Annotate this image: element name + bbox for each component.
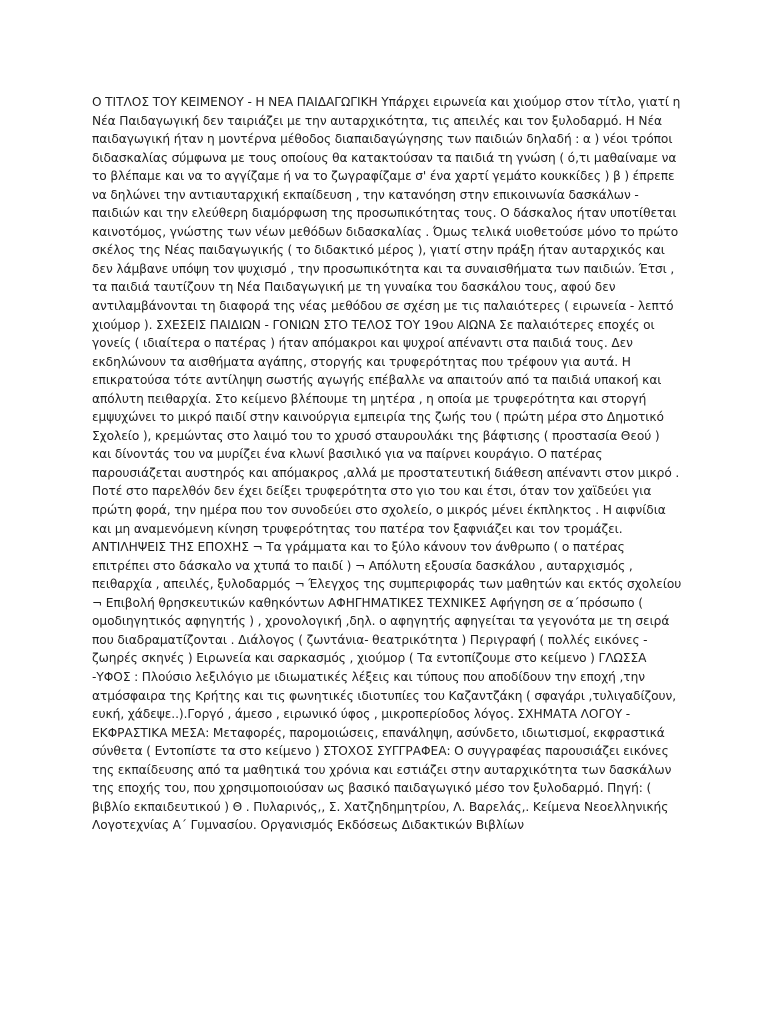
document-page xyxy=(92,93,682,835)
document-body-text: Ο ΤΙΤΛΟΣ ΤΟΥ ΚΕΙΜΕΝΟΥ - Η ΝΕΑ ΠΑΙΔΑΓΩΓΙΚΗ Υπάρχει ειρωνεία και χιούμορ στον τίτλο, γιατί η Νέα Παιδαγωγική δεν ταιριάζει με την αυταρχικότητα, τις απειλές και τον ξυλοδαρμό. Η Νέα παιδαγωγική ήταν η μοντέρνα μέθοδος διαπαιδαγώγησης των παιδιών δηλαδή : α ) νέοι τρόποι διδασκαλίας σύμφωνα με τους οποίους θα κατακτούσαν τα παιδιά τη γνώση ( ό,τι μαθαίναμε να το βλέπαμε και να το αγγίζαμε ή να το ζωγραφίζαμε σ' ένα χαρτί γεμάτο κουκκίδες ) β ) έπρεπε να δηλώνει την αντιαυταρχική εκπαίδευση , την κατανόηση στην επικοινωνία δασκάλων - παιδιών και την ελεύθερη διαμόρφωση της προσωπικότητας τους. Ο δάσκαλος ήταν υποτίθεται καινοτόμος, γνώστης των νέων μεθόδων διδασκαλίας . Όμως τελικά υιοθετούσε μόνο το πρώτο σκέλος της Νέας παιδαγωγικής ( το διδακτικό μέρος ), γιατί στην πράξη ήταν αυταρχικός και δεν λάμβανε υπόψη τον ψυχισμό , την προσωπικότητα και τα συναισθήματα των παιδιών. Έτσι , τα παιδιά ταυτίζουν τη Νέα Παιδαγωγική με τη γυναίκα του δασκάλου τους, αφού δεν αντιλαμβάνονται τη διαφορά της νέας μεθόδου σε σχέση με τις παλαιότερες ( ειρωνεία - λεπτό χιούμορ ). ΣΧΕΣΕΙΣ ΠΑΙΔΙΩΝ - ΓΟΝΙΩΝ ΣΤΟ ΤΕΛΟΣ ΤΟΥ 19ου ΑΙΩΝΑ Σε παλαιότερες εποχές οι γονείς ( ιδιαίτερα ο πατέρας ) ήταν απόμακροι και ψυχροί απέναντι στα παιδιά τους. Δεν εκδηλώνουν τα αισθήματα αγάπης, στοργής και τρυφερότητας που τρέφουν για αυτά. Η επικρατούσα τότε αντίληψη σωστής αγωγής επέβαλλε να απαιτούν από τα παιδιά υπακοή και απόλυτη πειθαρχία. Στο κείμενο βλέπουμε τη μητέρα , η οποία με τρυφερότητα και στοργή εμψυχώνει το μικρό παιδί στην καινούργια εμπειρία της ζωής του ( πρώτη μέρα στο Δημοτικό Σχολείο ), κρεμώντας στο λαιμό του το χρυσό σταυρουλάκι της βάφτισης ( προστασία Θεού ) και δίνοντάς του να μυρίζει ένα κλωνί βασιλικό για να παίρνει κουράγιο. Ο πατέρας παρουσιάζεται αυστηρός και απόμακρος ,αλλά με προστατευτική διάθεση απέναντι στον μικρό . Ποτέ στο παρελθόν δεν έχει δείξει τρυφερότητα στο γιο του και έτσι, όταν τον χαϊδεύει για πρώτη φορά, την ημέρα που τον συνοδεύει στο σχολείο, ο μικρός μένει έκπληκτος . Η αιφνίδια και μη αναμενόμενη κίνηση τρυφερότητας του πατέρα τον ξαφνιάζει και τον τρομάζει. ΑΝΤΙΛΗΨΕΙΣ ΤΗΣ ΕΠΟΧΗΣ ¬ Τα γράμματα και το ξύλο κάνουν τον άνθρωπο ( ο πατέρας επιτρέπει στο δάσκαλο να χτυπά το παιδί ) ¬ Απόλυτη εξουσία δασκάλου , αυταρχισμός , πειθαρχία , απειλές, ξυλοδαρμός ¬ Έλεγχος της συμπεριφοράς των μαθητών και εκτός σχολείου ¬ Επιβολή θρησκευτικών καθηκόντων ΑΦΗΓΗΜΑΤΙΚΕΣ ΤΕΧΝΙΚΕΣ Αφήγηση σε α΄πρόσωπο ( ομοδιηγητικός αφηγητής ) , χρονολογική ,δηλ. ο αφηγητής αφηγείται τα γεγονότα με τη σειρά που διαδραματίζονται . Διάλογος ( ζωντάνια- θεατρικότητα ) Περιγραφή ( πολλές εικόνες - ζωηρές σκηνές ) Ειρωνεία και σαρκασμός , χιούμορ ( Τα εντοπίζουμε στο κείμενο ) ΓΛΩΣΣΑ -ΥΦΟΣ : Πλούσιο λεξιλόγιο με ιδιωματικές λέξεις και τύπους που αποδίδουν την εποχή ,την ατμόσφαιρα της Κρήτης και τις φωνητικές ιδιοτυπίες του Καζαντζάκη ( σφαγάρι ,τυλιγαδίζουν, ευκή, χάδεψε..).Γοργό , άμεσο , ειρωνικό ύφος , μικροπερίοδος λόγος. ΣΧΗΜΑΤΑ ΛΟΓΟΥ - ΕΚΦΡΑΣΤΙΚΑ ΜΕΣΑ: Μεταφορές, παρομοιώσεις, επανάληψη, ασύνδετο, ιδιωτισμοί, εκφραστικά σύνθετα ( Εντοπίστε τα στο κείμενο ) ΣΤΟΧΟΣ ΣΥΓΓΡΑΦΕΑ: Ο συγγραφέας παρουσιάζει εικόνες της εκπαίδευσης από τα μαθητικά του χρόνια και εστιάζει στην αυταρχικότητα των δασκάλων της εποχής του, που χρησιμοποιούσαν ως βασικό παιδαγωγικό μέσο τον ξυλοδαρμό. Πηγή: ( βιβλίο εκπαιδευτικού ) Θ . Πυλαρινός,, Σ. Χατζηδημητρίου, Λ. Βαρελάς,. Κείμενα Νεοελληνικής Λογοτεχνίας Α΄ Γυμνασίου. Οργανισμός Εκδόσεως Διδακτικών Βιβλίων xyxy=(92,95,682,833)
